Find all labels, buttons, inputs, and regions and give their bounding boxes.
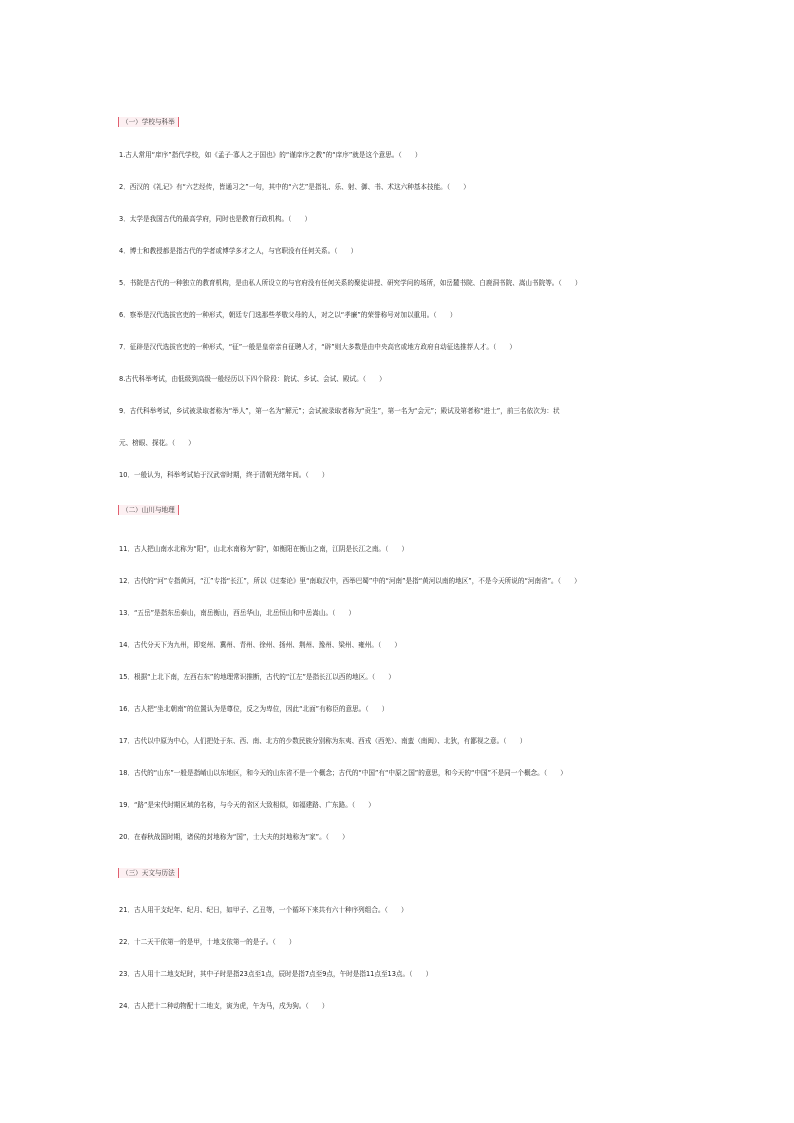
list-item: 7．征辟是汉代选拔官吏的一种形式，“征”一般是皇帝亲自征聘人才，“辟”则大多数是由中央高官或地方政府自动征选推荐人才。（ ） bbox=[119, 343, 516, 351]
list-item: 9．古代科举考试，乡试被录取者称为“举人”，第一名为“解元”；会试被录取者称为“贡生”，第一名为“会元”；殿试及第者称“进士”，前三名依次为：状 bbox=[119, 407, 560, 415]
list-item: 12．古代的“河”专指黄河，“江”专指“长江”，所以《过秦论》里“南取汉中，西举巴蜀”中的“河南”是指“黄河以南的地区”，不是今天所说的“河南省”。（ ） bbox=[119, 577, 581, 585]
list-item: 4．博士和教授都是指古代的学者或博学多才之人，与官职没有任何关系。（ ） bbox=[119, 247, 358, 255]
list-item: 5．书院是古代的一种独立的教育机构，是由私人所设立的与官府没有任何关系的聚徒讲授、研究学问的场所，如岳麓书院、白鹿洞书院、嵩山书院等。（ ） bbox=[119, 279, 582, 287]
list-item: 20．在春秋战国时期，诸侯的封地称为“国”，士大夫的封地称为“家”。（ ） bbox=[119, 833, 349, 841]
list-item: 16．古人把“坐北朝南”的位置认为是尊位，反之为卑位，因此“北面”有称臣的意思。（ ） bbox=[119, 705, 389, 713]
list-item: 1.古人常用“庠序”指代学校，如《孟子·寡人之于国也》的“谨庠序之教”的“庠序”就是这个意思。（ ） bbox=[119, 151, 422, 159]
list-item: 15．根据“上北下南，左西右东”的地理常识推断，古代的“江左”是指长江以西的地区。（ ） bbox=[119, 673, 395, 681]
section-heading-schools-exams: （一）学校与科举 bbox=[118, 117, 179, 127]
list-item: 24．古人把十二种动物配十二地支，寅为虎，午为马，戌为狗。（ ） bbox=[119, 1002, 329, 1010]
list-item: 22．十二天干依第一的是甲，十地支依第一的是子。（ ） bbox=[119, 938, 296, 946]
section-heading-geography: （二）山川与地理 bbox=[118, 505, 179, 515]
list-item-continuation: 元、榜眼、探花。（ ） bbox=[119, 439, 195, 447]
list-item: 19．“路”是宋代时期区域的名称，与今天的省区大致相似，如福建路、广东路。（ ） bbox=[119, 801, 375, 809]
list-item: 14．古代分天下为九州，即兖州、冀州、青州、徐州、扬州、荆州、豫州、梁州、雍州。（ ） bbox=[119, 641, 402, 649]
section-heading-astronomy-calendar: （三）天文与历法 bbox=[118, 868, 179, 878]
list-item: 2．西汉的《礼记》有“六艺经传，皆通习之”一句，其中的“六艺”是指礼、乐、射、御、书、术这六种基本技能。（ ） bbox=[119, 183, 470, 191]
list-item: 23．古人用十二地支纪时，其中子时是指23点至1点，辰时是指7点至9点，午时是指11点至13点。（ ） bbox=[119, 970, 433, 978]
list-item: 6．察举是汉代选拔官吏的一种形式，朝廷专门选那些孝敬父母的人，对之以“孝廉”的荣誉称号对加以重用。（ ） bbox=[119, 311, 457, 319]
list-item: 8.古代科举考试，由低级到高级一般经历以下四个阶段：院试、乡试、会试、殿试。（ ） bbox=[119, 375, 386, 383]
list-item: 11．古人把山南水北称为“阳”，山北水南称为“阴”，如衡阳在衡山之南，江阴是长江之南。（ ） bbox=[119, 545, 409, 553]
list-item: 13．“五岳”是指东岳泰山，南岳衡山，西岳华山，北岳恒山和中岳嵩山。（ ） bbox=[119, 609, 356, 617]
list-item: 3．太学是我国古代的最高学府，同时也是教育行政机构。（ ） bbox=[119, 215, 312, 223]
list-item: 17．古代以中原为中心，人们把处于东、西、南、北方的少数民族分别称为东夷、西戎（西羌）、南蛮（南闽）、北狄，有鄙视之意。（ ） bbox=[119, 737, 527, 745]
list-item: 10．一般认为，科举考试始于汉武帝时期，终于清朝光绪年间。（ ） bbox=[119, 471, 329, 479]
list-item: 21．古人用干支纪年、纪月、纪日，如甲子、乙丑等，一个循环下来共有六十种序列组合。（ ） bbox=[119, 906, 408, 914]
list-item: 18．古代的“山东”一般是指崤山以东地区，和今天的山东省不是一个概念；古代的“中国”有“中原之国”的意思，和今天的“中国”不是同一个概念。（ ） bbox=[119, 769, 567, 777]
